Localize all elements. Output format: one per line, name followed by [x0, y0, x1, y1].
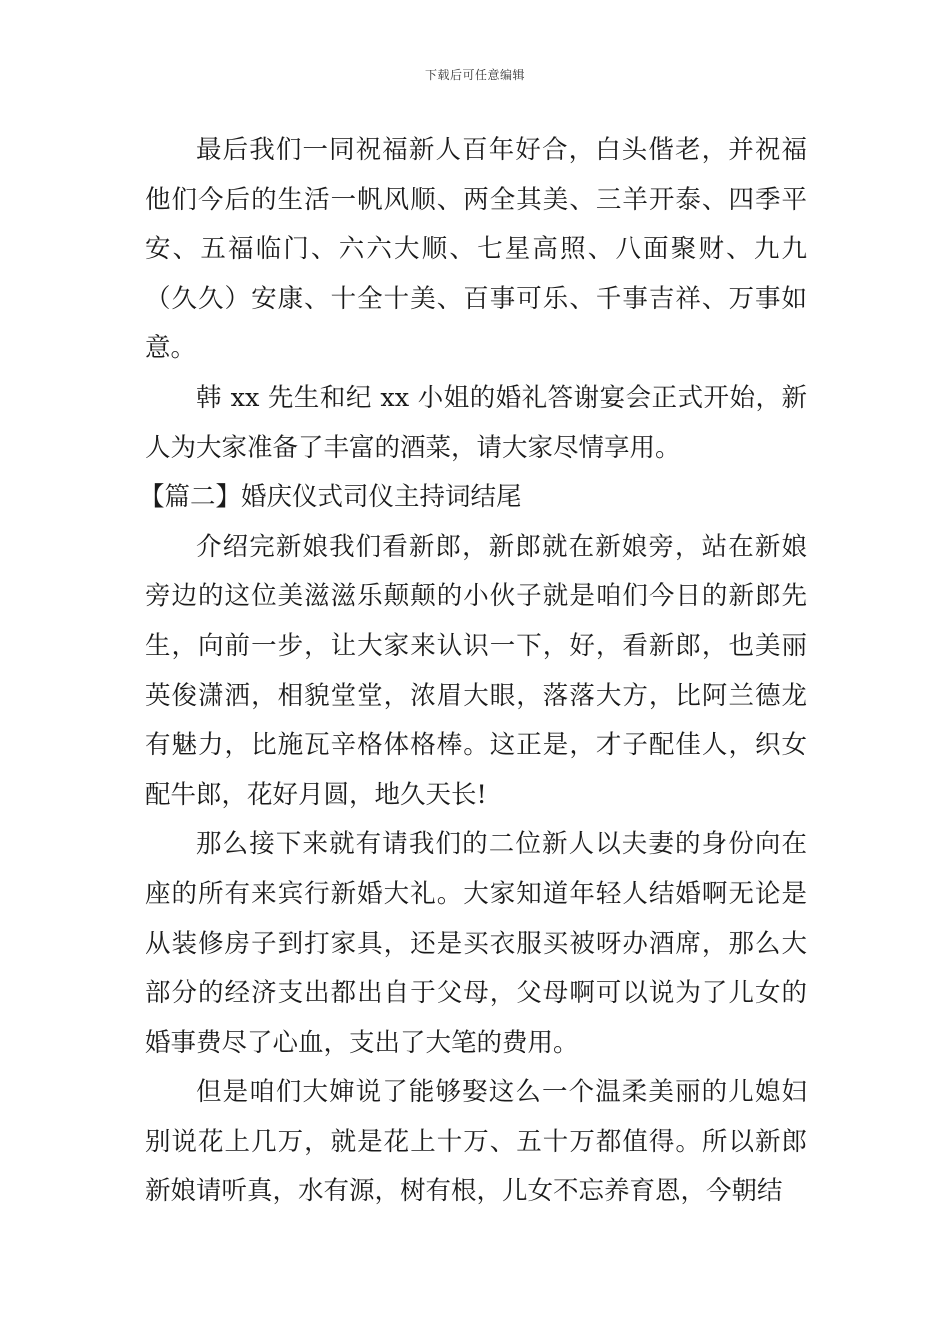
- paragraph-blessing: 最后我们一同祝福新人百年好合，白头偕老，并祝福他们今后的生活一帆风顺、两全其美、三羊开泰、四季平安、五福临门、六六大顺、七星高照、八面聚财、九九（久久）安康、十全十美、百事可乐、千事吉祥、万事如意。: [145, 135, 807, 364]
- paragraph-parents-gratitude: 但是咱们大婶说了能够娶这么一个温柔美丽的儿媳妇别说花上几万，就是花上十万、五十万都值得。所以新郎新娘请听真，水有源，树有根，儿女不忘养育恩，今朝结: [145, 1077, 807, 1207]
- paragraph-banquet-start: 韩 xx 先生和纪 xx 小姐的婚礼答谢宴会正式开始，新人为大家准备了丰富的酒菜，请大家尽情享用。: [145, 382, 807, 463]
- page-header: 下载后可任意编辑: [424, 68, 525, 82]
- document-body: [139, 126, 807, 1217]
- paragraph-wedding-ceremony: 那么接下来就有请我们的二位新人以夫妻的身份向在座的所有来宾行新婚大礼。大家知道年轻人结婚啊无论是从装修房子到打家具，还是买衣服买被呀办酒席，那么大部分的经济支出都出自于父母，父母啊可以说为了儿女的婚事费尽了心血，支出了大笔的费用。: [145, 829, 807, 1058]
- paragraph-groom-intro: 介绍完新娘我们看新郎，新郎就在新娘旁，站在新娘旁边的这位美滋滋乐颠颠的小伙子就是咱们今日的新郎先生，向前一步，让大家来认识一下，好，看新郎，也美丽英俊潇洒，相貌堂堂，浓眉大眼，落落大方，比阿兰德龙有魅力，比施瓦辛格体格棒。这正是，才子配佳人，织女配牛郎，花好月圆，地久天长!: [145, 531, 807, 810]
- section-heading: 【篇二】婚庆仪式司仪主持词结尾: [139, 482, 522, 513]
